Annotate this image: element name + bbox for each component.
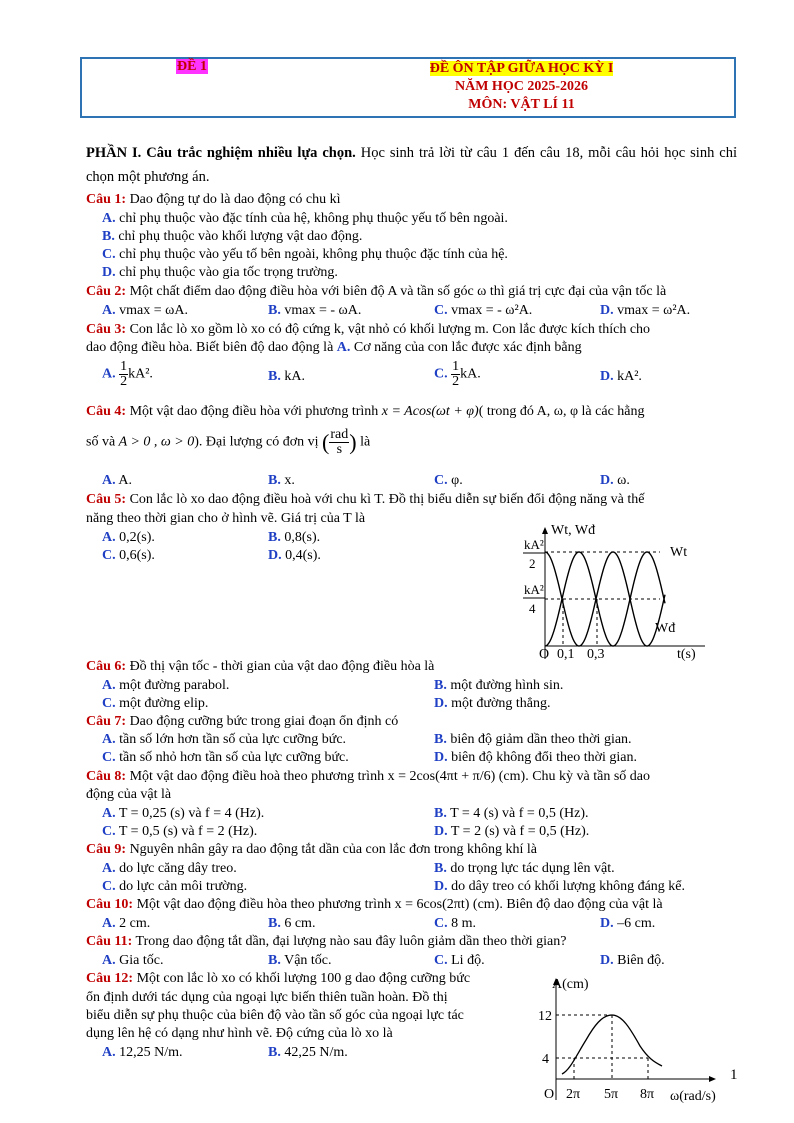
question-11	[86, 933, 566, 951]
q5-option-c	[102, 547, 155, 565]
q1-option-b	[102, 228, 362, 246]
opt-text: Biên độ.	[617, 953, 665, 968]
opt-text: –6 cm.	[617, 916, 656, 931]
opt-letter: C.	[434, 916, 448, 931]
opt-letter: D.	[600, 916, 614, 931]
opt-text: kA².	[617, 369, 642, 384]
resonance-graph	[530, 970, 736, 1110]
q-amp: A.	[336, 340, 351, 355]
opt-text: vmax = ω²A.	[617, 303, 691, 318]
opt-text: chỉ phụ thuộc vào yếu tố bên ngoài, không phụ thuộc đặc tính của hệ.	[119, 247, 508, 262]
opt-letter: C.	[434, 473, 448, 488]
opt-text: T = 0,5 (s) và f = 2 (Hz).	[118, 824, 258, 839]
opt-text: Gia tốc.	[119, 953, 164, 968]
opt-letter: B.	[268, 916, 281, 931]
q10-option-b	[268, 915, 315, 933]
q12-option-b	[268, 1044, 348, 1062]
opt-letter: A.	[102, 1045, 116, 1060]
question-8-line2	[86, 786, 171, 804]
t2-label: 0,3	[587, 647, 605, 662]
q-text: số và	[86, 434, 119, 450]
opt-text: do lực cản môi trường.	[119, 879, 248, 894]
q-text: Một vật dao động điều hòa theo phương trình x = 6cos(2πt) (cm). Biên độ dao động của vật là	[133, 897, 663, 912]
question-8	[86, 768, 650, 786]
q4-option-b	[268, 472, 295, 490]
opt-letter: D.	[102, 265, 116, 280]
opt-text: T = 0,25 (s) và f = 4 (Hz).	[118, 806, 265, 821]
opt-text: biên độ không đổi theo thời gian.	[451, 750, 638, 765]
q5-option-d	[268, 547, 321, 565]
opt-letter: C.	[102, 247, 116, 262]
opt-text: một đường hình sin.	[450, 678, 564, 693]
fraction	[119, 360, 128, 389]
question-7	[86, 713, 398, 731]
exam-code: ĐỀ 1	[177, 59, 207, 74]
q-text: biểu diễn sự phụ thuộc của biên độ vào tần số góc của ngoại lực tác	[86, 1008, 464, 1023]
energy-graph	[515, 522, 715, 662]
question-5	[86, 491, 644, 509]
opt-letter: B.	[434, 678, 447, 693]
q8-option-d	[434, 823, 589, 841]
opt-text: T = 4 (s) và f = 0,5 (Hz).	[450, 806, 589, 821]
opt-letter: A.	[102, 366, 116, 382]
opt-text: vmax = - ωA.	[284, 303, 362, 318]
question-10	[86, 896, 663, 914]
q-text: Dao động cưỡng bức trong giai đoạn ổn định có	[126, 714, 399, 729]
header-right	[307, 59, 736, 114]
question-4-line2	[86, 428, 370, 457]
opt-letter: D.	[434, 696, 448, 711]
opt-letter: D.	[268, 548, 282, 563]
opt-letter: A.	[102, 916, 116, 931]
opt-text: do trọng lực tác dụng lên vật.	[450, 861, 615, 876]
q-label: Câu 5:	[86, 492, 127, 507]
q-text: là	[356, 434, 371, 450]
y4-label: 4	[542, 1052, 549, 1067]
opt-letter: B.	[268, 530, 281, 545]
q10-option-a	[102, 915, 150, 933]
question-9	[86, 841, 537, 859]
opt-text: chỉ phụ thuộc vào gia tốc trọng trường.	[119, 265, 338, 280]
opt-text: vmax = ωA.	[119, 303, 188, 318]
opt-letter: B.	[102, 229, 115, 244]
opt-text: tần số lớn hơn tần số của lực cưỡng bức.	[119, 732, 347, 747]
q-text: Một con lắc lò xo có khối lượng 100 g dao động cưỡng bức	[133, 971, 471, 986]
question-12	[86, 970, 470, 988]
opt-text: 8 m.	[451, 916, 477, 931]
opt-letter: A.	[102, 678, 116, 693]
q3-option-a	[102, 360, 153, 389]
opt-text: một đường thẳng.	[451, 696, 551, 711]
y-label: A(cm)	[552, 977, 589, 992]
opt-letter: A.	[102, 861, 116, 876]
q6-option-d	[434, 695, 551, 713]
q7-option-c	[102, 749, 349, 767]
q-text: Một vật dao động điều hoà theo phương trình x = 2cos(4πt + π/6) (cm). Chu kỳ và tần số dao	[126, 769, 651, 784]
den: s	[336, 442, 343, 457]
q6-option-b	[434, 677, 563, 695]
q4-option-d	[600, 472, 630, 490]
den: 2	[120, 374, 128, 389]
q-label: Câu 10:	[86, 897, 134, 912]
opt-letter: B.	[268, 473, 281, 488]
question-12-line2	[86, 989, 448, 1007]
question-12-line4	[86, 1025, 393, 1043]
q-label: Câu 8:	[86, 769, 127, 784]
opt-text: chỉ phụ thuộc vào khối lượng vật dao động.	[118, 229, 363, 244]
q-text: Trong dao động tắt dần, đại lượng nào sau đây luôn giảm dần theo thời gian?	[132, 934, 567, 949]
x-label: ω(rad/s)	[670, 1089, 716, 1104]
top-den: 2	[529, 556, 536, 571]
q1-option-d	[102, 264, 338, 282]
opt-letter: D.	[434, 879, 448, 894]
den: 2	[452, 374, 460, 389]
opt-letter: B.	[268, 369, 281, 384]
opt-text: kA.	[284, 369, 305, 384]
opt-text: do dây treo có khối lượng không đáng kể.	[451, 879, 686, 894]
part-intro	[86, 141, 737, 189]
opt-letter: D.	[600, 369, 614, 384]
q5-option-b	[268, 529, 320, 547]
opt-text: một đường parabol.	[119, 678, 230, 693]
opt-text: φ.	[451, 473, 463, 488]
wd-label: Wđ	[655, 621, 676, 636]
q-label: Câu 3:	[86, 322, 127, 337]
q2-option-d	[600, 302, 690, 320]
q3-option-d	[600, 368, 642, 386]
opt-text: một đường elip.	[119, 696, 209, 711]
part-instructions: Học sinh trả lời từ câu 1 đến câu 18, mỗi câu hỏi học sinh chỉ chọn một phương án.	[86, 145, 737, 185]
q-label: Câu 4:	[86, 404, 127, 419]
question-6	[86, 658, 434, 676]
opt-letter: C.	[102, 879, 116, 894]
q1-option-a	[102, 210, 508, 228]
q8-option-b	[434, 805, 588, 823]
q11-option-d	[600, 952, 665, 970]
opt-letter: B.	[268, 953, 281, 968]
q-text: ). Đại lượng có đơn vị	[194, 434, 319, 450]
header-box	[80, 57, 736, 118]
q7-option-a	[102, 731, 346, 749]
q4-option-c	[434, 472, 463, 490]
opt-text: Vận tốc.	[284, 953, 332, 968]
q9-option-d	[434, 878, 685, 896]
top-num: kA²	[524, 537, 544, 552]
q2-option-b	[268, 302, 361, 320]
q-label: Câu 1:	[86, 192, 127, 207]
mid-num: kA²	[524, 582, 544, 597]
q10-option-c	[434, 915, 476, 933]
opt-text: tần số nhỏ hơn tần số của lực cưỡng bức.	[119, 750, 349, 765]
x-arrow	[709, 1076, 716, 1082]
opt-letter: C.	[434, 366, 448, 382]
question-3	[86, 321, 650, 339]
opt-letter: A.	[102, 211, 116, 226]
q-text: Một vật dao động điều hòa với phương trình	[126, 404, 382, 419]
opt-letter: D.	[434, 824, 448, 839]
mid-den: 4	[529, 601, 536, 616]
opt-letter: D.	[434, 750, 448, 765]
opt-text: 0,4(s).	[285, 548, 321, 563]
paren-right: )	[349, 429, 357, 455]
q6-option-c	[102, 695, 208, 713]
q-text: Cơ năng của con lắc được xác định bằng	[350, 340, 582, 355]
opt-text: 0,8(s).	[284, 530, 321, 545]
q2-option-a	[102, 302, 188, 320]
q1-option-c	[102, 246, 508, 264]
t1-label: 0,1	[557, 647, 575, 662]
q-text: Con lắc lò xo gồm lò xo có độ cứng k, vật nhỏ có khối lượng m. Con lắc được kích thích cho	[126, 322, 651, 337]
opt-letter: A.	[102, 473, 116, 488]
q8-option-c	[102, 823, 257, 841]
opt-letter: D.	[600, 473, 614, 488]
opt-letter: B.	[268, 1045, 281, 1060]
x-label: t(s)	[677, 647, 696, 662]
q-text: ổn định dưới tác dụng của ngoại lực biến thiên tuần hoàn. Đồ thị	[86, 990, 448, 1005]
q-text: Một chất điểm dao động điều hòa với biên độ A và tần số góc ω thì giá trị cực đại của vận tốc là	[126, 284, 667, 299]
x3-label: 8π	[640, 1087, 655, 1102]
opt-letter: A.	[102, 303, 116, 318]
opt-text: vmax = - ω²A.	[451, 303, 533, 318]
q11-option-a	[102, 952, 163, 970]
opt-letter: C.	[434, 953, 448, 968]
opt-letter: A.	[102, 953, 116, 968]
opt-text: 12,25 N/m.	[119, 1045, 183, 1060]
opt-letter: C.	[102, 548, 116, 563]
opt-text: do lực căng dây treo.	[119, 861, 237, 876]
unit-fraction	[329, 428, 349, 457]
opt-text: 2 cm.	[119, 916, 151, 931]
opt-letter: C.	[102, 750, 116, 765]
num: 1	[452, 359, 460, 374]
y-label: Wt, Wđ	[551, 523, 596, 538]
q-label: Câu 2:	[86, 284, 127, 299]
q3-option-b	[268, 368, 305, 386]
page-number: 1	[730, 1067, 738, 1083]
y12-label: 12	[538, 1009, 552, 1024]
opt-letter: A.	[102, 732, 116, 747]
origin-label: O	[539, 647, 550, 662]
opt-letter: C.	[102, 696, 116, 711]
fraction	[451, 360, 460, 389]
q11-option-c	[434, 952, 485, 970]
opt-letter: B.	[434, 732, 447, 747]
num: rad	[330, 427, 349, 442]
q8-option-a	[102, 805, 264, 823]
opt-text: x.	[284, 473, 295, 488]
opt-text: 0,6(s).	[119, 548, 155, 563]
opt-text: 6 cm.	[284, 916, 316, 931]
q6-option-a	[102, 677, 229, 695]
q-text: Đồ thị vận tốc - thời gian của vật dao động điều hòa là	[126, 659, 435, 674]
q-label: Câu 9:	[86, 842, 127, 857]
opt-letter: C.	[102, 824, 116, 839]
q12-option-a	[102, 1044, 183, 1062]
header-left	[82, 59, 302, 75]
opt-letter: B.	[434, 806, 447, 821]
opt-text: T = 2 (s) và f = 0,5 (Hz).	[450, 824, 590, 839]
q11-option-b	[268, 952, 332, 970]
x2-label: 5π	[604, 1087, 619, 1102]
q5-option-a	[102, 529, 155, 547]
opt-text: A.	[118, 473, 132, 488]
opt-letter: A.	[102, 530, 116, 545]
num: 1	[120, 359, 128, 374]
wt-label: Wt	[670, 545, 688, 560]
q-label: Câu 7:	[86, 714, 127, 729]
q2-option-c	[434, 302, 532, 320]
q4-option-a	[102, 472, 132, 490]
q-text: dụng lên hệ có dạng như hình vẽ. Độ cứng của lò xo là	[86, 1026, 393, 1041]
q9-option-b	[434, 860, 615, 878]
q-label: Câu 6:	[86, 659, 127, 674]
q-text: dao động điều hòa. Biết biên độ dao động là	[86, 340, 337, 355]
part-heading: PHẦN I. Câu trắc nghiệm nhiều lựa chọn.	[86, 145, 356, 161]
q-label: Câu 11:	[86, 934, 133, 949]
q-label: Câu 12:	[86, 971, 134, 986]
condition: A > 0 , ω > 0	[118, 434, 195, 450]
paren-left: (	[322, 429, 330, 455]
q-text: động của vật là	[86, 787, 172, 802]
opt-letter: D.	[600, 303, 614, 318]
opt-letter: B.	[268, 303, 281, 318]
opt-text: kA.	[460, 366, 481, 382]
opt-text: 42,25 N/m.	[284, 1045, 348, 1060]
question-3-line2	[86, 339, 582, 357]
question-2	[86, 283, 666, 301]
q-text: Dao động tự do là dao động có chu kì	[126, 192, 341, 207]
opt-letter: A.	[102, 806, 116, 821]
q3-option-c	[434, 360, 481, 389]
question-5-line2	[86, 510, 365, 528]
q9-option-c	[102, 878, 247, 896]
q9-option-a	[102, 860, 237, 878]
opt-text: 0,2(s).	[119, 530, 155, 545]
opt-text: chỉ phụ thuộc vào đặc tính của hệ, không phụ thuộc yếu tố bên ngoài.	[119, 211, 508, 226]
q-text: Con lắc lò xo dao động điều hoà với chu kì T. Đồ thị biểu diễn sự biến đổi động năng và thế	[126, 492, 645, 507]
subject: MÔN: VẬT LÍ 11	[468, 97, 575, 112]
q7-option-d	[434, 749, 637, 767]
q7-option-b	[434, 731, 632, 749]
question-1	[86, 191, 341, 209]
question-4	[86, 403, 645, 421]
y-arrow	[542, 527, 548, 534]
origin-label: O	[544, 1087, 555, 1102]
opt-letter: B.	[434, 861, 447, 876]
q10-option-d	[600, 915, 655, 933]
equation: x = Acos(ωt + φ)	[381, 404, 479, 419]
opt-text: Li độ.	[451, 953, 485, 968]
opt-text: biên độ giảm dần theo thời gian.	[450, 732, 632, 747]
x1-label: 2π	[566, 1087, 581, 1102]
exam-title: ĐỀ ÔN TẬP GIỮA HỌC KỲ I	[429, 61, 614, 76]
school-year: NĂM HỌC 2025-2026	[455, 79, 588, 94]
q-text: năng theo thời gian cho ở hình vẽ. Giá trị của T là	[86, 511, 366, 526]
q-text: Nguyên nhân gây ra dao động tắt dần của con lắc đơn trong không khí là	[126, 842, 538, 857]
opt-letter: D.	[600, 953, 614, 968]
question-12-line3	[86, 1007, 464, 1025]
opt-text: kA².	[128, 366, 153, 382]
opt-letter: C.	[434, 303, 448, 318]
opt-text: ω.	[617, 473, 630, 488]
q-text: ( trong đó A, ω, φ là các hằng	[478, 404, 645, 419]
